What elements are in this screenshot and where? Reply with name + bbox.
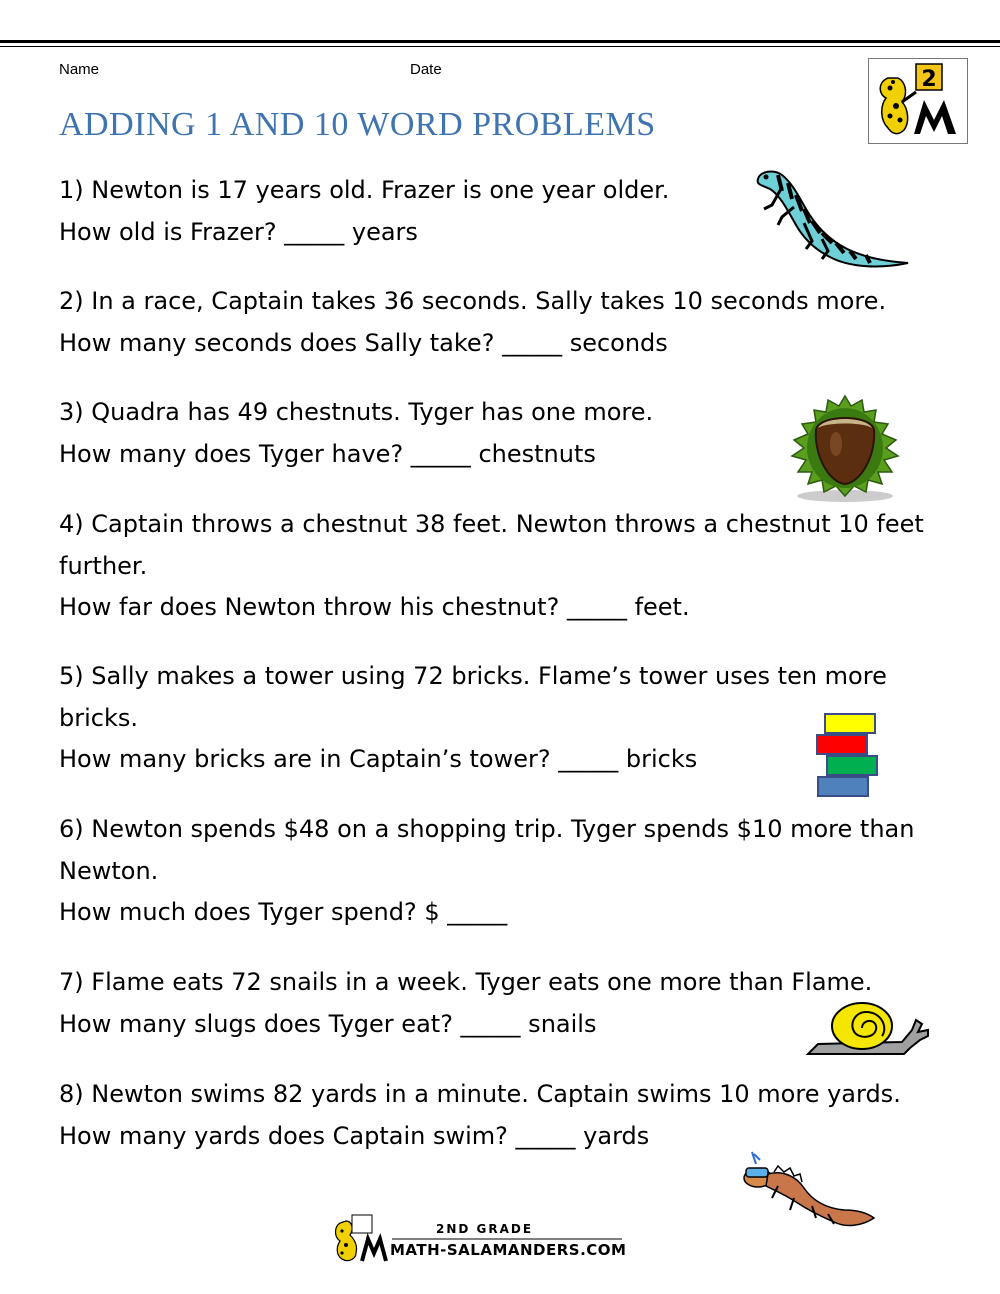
grade-badge-text: 2 [921,67,937,92]
grade-2-logo [868,58,968,144]
problem-5 [59,656,939,781]
problem-1-line-2: How old is Frazer? _____ years [59,217,418,246]
salamander-icon [752,165,912,273]
problem-4-line-3: How far does Newton throw his chestnut? _____ feet. [59,593,690,621]
top-rule-thin [0,46,1000,47]
problem-8-line-1: 8) Newton swims 82 yards in a minute. Captain swims 10 more yards. [59,1080,901,1108]
problem-2-line-2: How many seconds does Sally take? _____ seconds [59,328,668,357]
name-label: Name [59,61,100,78]
problem-6-line-2: Newton. [59,856,159,885]
problem-8-line-2: How many yards does Captain swim? _____ yards [59,1121,650,1150]
snail-icon [804,1000,944,1060]
problem-6 [59,809,939,934]
problem-8 [59,1074,939,1157]
footer-site: MATH-SALAMANDERS.COM [390,1241,627,1259]
problem-2-line-1: 2) In a race, Captain takes 36 seconds. Sally takes 10 seconds more. [59,287,887,315]
problem-6-line-3: How much does Tyger spend? $ _____ [59,898,508,926]
chestnut-icon [778,392,912,504]
page-title: ADDING 1 AND 10 WORD PROBLEMS [59,106,656,143]
problem-1-line-1: 1) Newton is 17 years old. Frazer is one year older. [59,176,670,204]
top-rule [0,40,1000,43]
brick-tower-icon [814,712,880,800]
problem-4-line-2: further. [59,551,148,580]
problem-3-line-2: How many does Tyger have? _____ chestnuts [59,439,596,468]
problem-4 [59,504,939,629]
problem-6-line-1: 6) Newton spends $48 on a shopping trip. Tyger spends $10 more than [59,815,915,843]
problem-5-line-1: 5) Sally makes a tower using 72 bricks. Flame’s tower uses ten more [59,662,887,690]
problem-4-line-1: 4) Captain throws a chestnut 38 feet. Newton throws a chestnut 10 feet [59,510,924,538]
problem-7-line-1: 7) Flame eats 72 snails in a week. Tyger eats one more than Flame. [59,968,873,996]
footer-grade: 2ND GRADE [436,1222,534,1236]
problem-7-line-2: How many slugs does Tyger eat? _____ snails [59,1009,597,1038]
date-label: Date [410,61,442,78]
newt-icon [738,1148,878,1232]
problem-2 [59,281,939,364]
problem-5-line-2: bricks. [59,703,138,732]
problem-5-line-3: How many bricks are in Captain’s tower? _____ bricks [59,745,698,773]
problem-3-line-1: 3) Quadra has 49 chestnuts. Tyger has one more. [59,398,654,426]
